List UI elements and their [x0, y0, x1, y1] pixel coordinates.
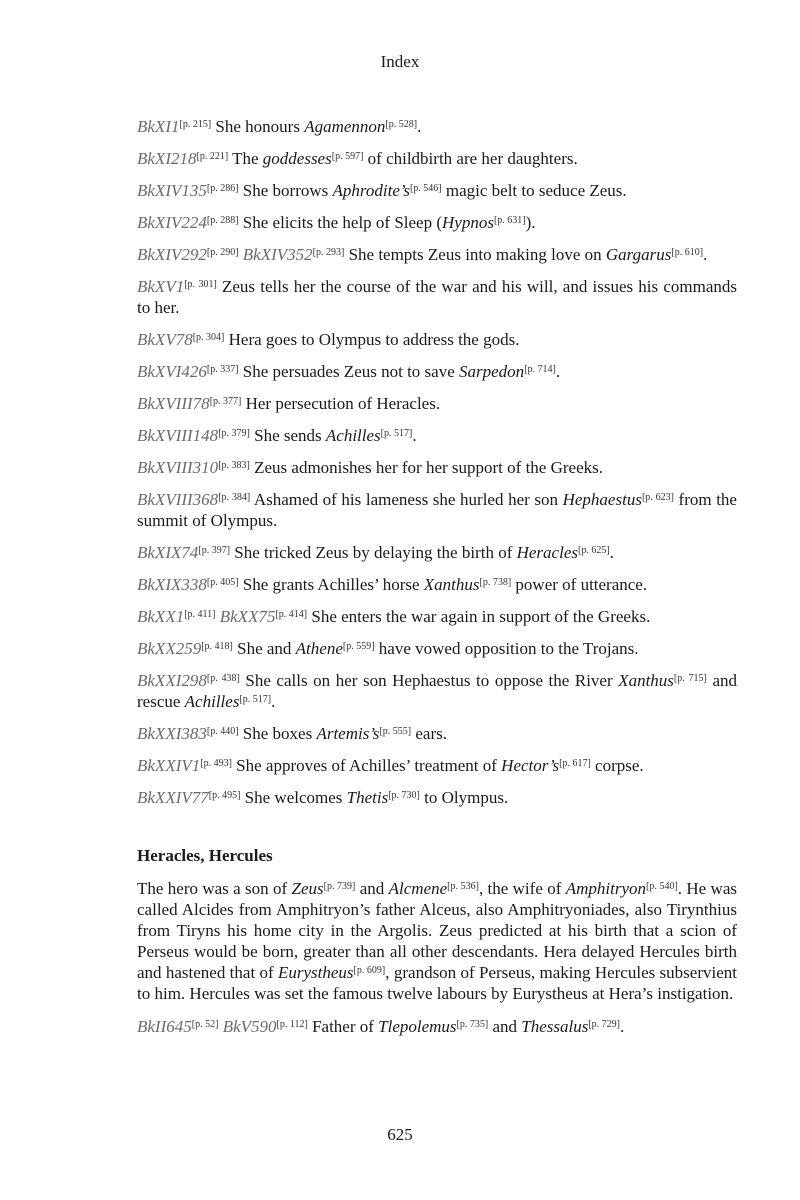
page-reference-link[interactable]: [p. 293] [312, 247, 345, 258]
book-reference-link[interactable]: BkXX1 [137, 607, 185, 626]
book-reference-link[interactable]: BkXIX338 [137, 575, 207, 594]
page-reference-link[interactable]: [p. 610] [671, 247, 704, 258]
heracles-entries-list [137, 1016, 737, 1037]
page-reference-link[interactable]: [p. 215] [179, 119, 212, 130]
page-reference-link[interactable]: [p. 555] [379, 726, 412, 737]
entry-text: and [488, 1017, 522, 1036]
book-reference-link[interactable]: BkXI218 [137, 149, 197, 168]
page-reference-link[interactable]: [p. 288] [206, 215, 239, 226]
index-entry [137, 638, 737, 659]
book-reference-link[interactable]: BkXX259 [137, 639, 202, 658]
entry-text: . [417, 117, 422, 136]
index-entry [137, 606, 737, 627]
entry-text: have vowed opposition to the Trojans. [374, 639, 639, 658]
index-entry [137, 723, 737, 744]
book-reference-link[interactable]: BkXIV135 [137, 181, 207, 200]
entry-text: The [228, 149, 263, 168]
index-entry [137, 116, 737, 137]
page-reference-link[interactable]: [p. 729] [588, 1019, 621, 1030]
book-reference-link[interactable]: BkII645 [137, 1017, 192, 1036]
book-reference-link[interactable]: BkXIV224 [137, 213, 207, 232]
index-content [137, 116, 737, 1048]
page-reference-link[interactable]: [p. 384] [218, 492, 251, 503]
index-entry [137, 542, 737, 563]
page-reference-link[interactable]: [p. 735] [456, 1019, 489, 1030]
page-reference-link[interactable]: [p. 738] [479, 577, 512, 588]
entry-text: She elicits the help of Sleep ( [238, 213, 443, 232]
index-entry [137, 457, 737, 478]
cross-reference-link[interactable]: Artemis’s [316, 724, 380, 743]
cross-reference-link[interactable]: Xanthus [423, 575, 480, 594]
book-reference-link[interactable]: BkXXIV77 [137, 788, 209, 807]
page-reference-link[interactable]: [p. 405] [206, 577, 239, 588]
page-reference-link[interactable]: [p. 559] [342, 641, 375, 652]
page-reference-link[interactable]: [p. 714] [524, 364, 556, 375]
page-reference-link[interactable]: [p. 377] [209, 396, 242, 407]
index-entry [137, 787, 737, 808]
book-reference-link[interactable]: BkXVIII78 [137, 394, 210, 413]
page-reference-link[interactable]: [p. 517] [380, 428, 413, 439]
entry-text: She honours [211, 117, 305, 136]
cross-reference-link[interactable]: Athene [295, 639, 343, 658]
entry-text: She sends [249, 426, 326, 445]
page-reference-link[interactable]: [p. 625] [577, 545, 610, 556]
entry-text: She borrows [238, 181, 333, 200]
book-reference-link[interactable]: BkXXIV1 [137, 756, 201, 775]
entry-text: Zeus admonishes her for her support of the Greeks. [249, 458, 603, 477]
cross-reference-link[interactable]: Xanthus [618, 671, 674, 690]
index-entry [137, 574, 737, 595]
entry-text: She tempts Zeus into making love on [344, 245, 606, 264]
book-reference-link[interactable]: BkXI1 [137, 117, 180, 136]
index-entry [137, 755, 737, 776]
cross-reference-link[interactable]: Agamennon [304, 117, 386, 136]
page-reference-link[interactable]: [p. 286] [206, 183, 239, 194]
page-reference-link[interactable]: [p. 493] [200, 758, 232, 769]
entry-text: power of utterance. [511, 575, 648, 594]
page-reference-link[interactable]: [p. 631] [493, 215, 526, 226]
section-title: Heracles, Hercules [137, 846, 273, 865]
cross-reference-link[interactable]: Zeus [291, 879, 324, 898]
cross-reference-link[interactable]: Hector’s [501, 756, 560, 775]
cross-reference-link[interactable]: Heracles [516, 543, 578, 562]
index-entry [137, 361, 737, 382]
entry-text: She boxes [238, 724, 317, 743]
entry-text: , the wife of [478, 879, 566, 898]
page-reference-link[interactable]: [p. 418] [201, 641, 233, 652]
page-reference-link[interactable]: [p. 540] [646, 881, 678, 892]
entry-text: of childbirth are her daughters. [363, 149, 578, 168]
entry-text: She and [232, 639, 296, 658]
book-reference-link[interactable]: BkXX75 [219, 607, 276, 626]
entry-text: corpse. [590, 756, 644, 775]
page-reference-link[interactable]: [p. 730] [388, 790, 420, 801]
cross-reference-link[interactable]: Thetis [346, 788, 389, 807]
entry-text: She welcomes [240, 788, 347, 807]
page-reference-link[interactable]: [p. 528] [385, 119, 418, 130]
book-reference-link[interactable]: BkXVIII368 [137, 490, 219, 509]
entry-text: and rescue [137, 671, 737, 711]
cross-reference-link[interactable]: Gargarus [605, 245, 672, 264]
entry-text: . [412, 426, 417, 445]
entry-text: She persuades Zeus not to save [238, 362, 460, 381]
page-reference-link[interactable]: [p. 597] [331, 151, 364, 162]
entry-text: and [355, 879, 389, 898]
entry-text: Her persecution of Heracles. [241, 394, 441, 413]
page-reference-link[interactable]: [p. 438] [206, 673, 240, 684]
index-entry [137, 212, 737, 233]
entry-text: ). [525, 213, 536, 232]
page-reference-link[interactable]: [p. 739] [323, 881, 356, 892]
entry-text: Hera goes to Olympus to address the gods. [224, 330, 520, 349]
index-entry [137, 244, 737, 265]
entry-text: magic belt to seduce Zeus. [441, 181, 627, 200]
entry-text: ears. [411, 724, 447, 743]
cross-reference-link[interactable]: Alcmene [388, 879, 448, 898]
page-reference-link[interactable]: [p. 383] [218, 460, 250, 471]
book-reference-link[interactable]: BkXV1 [137, 277, 185, 296]
cross-reference-link[interactable]: Achilles [325, 426, 381, 445]
page-number: 625 [387, 1125, 413, 1144]
book-reference-link[interactable]: BkXVIII310 [137, 458, 219, 477]
book-reference-link[interactable]: BkXVI426 [137, 362, 207, 381]
page-header: Index [380, 52, 420, 71]
index-entry [137, 393, 737, 414]
page-reference-link[interactable]: [p. 609] [353, 965, 386, 976]
entry-text: She approves of Achilles’ treatment of [231, 756, 502, 775]
page-reference-link[interactable]: [p. 221] [196, 151, 229, 162]
index-entry [137, 1016, 737, 1037]
page-reference-link[interactable]: [p. 290] [206, 247, 239, 258]
book-reference-link[interactable]: BkXVIII148 [137, 426, 219, 445]
page-reference-link[interactable]: [p. 379] [218, 428, 250, 439]
section-description [137, 878, 737, 1004]
cross-reference-link[interactable]: Hephaestus [562, 490, 642, 509]
entry-text: Ashamed of his lameness she hurled her son [250, 490, 563, 509]
hera-entries-list [137, 116, 737, 808]
page-reference-link[interactable]: [p. 304] [192, 332, 225, 343]
index-entry [137, 180, 737, 201]
book-reference-link[interactable]: BkXIV352 [242, 245, 313, 264]
entry-text: to Olympus. [419, 788, 509, 807]
entry-text: from the summit of Olympus. [137, 490, 737, 530]
page-reference-link[interactable]: [p. 715] [673, 673, 707, 684]
page-reference-link[interactable]: [p. 414] [275, 609, 308, 620]
entry-text: . [703, 245, 708, 264]
page-reference-link[interactable]: [p. 536] [447, 881, 479, 892]
entry-text: She grants Achilles’ horse [238, 575, 424, 594]
entry-text: . He was called Alcides from Amphitryon’s father Alceus, also Amphitryoniades, also Tirynthius from Tiryns his home city in the Argolis. Zeus predicted at his birth that a scion of Perseus would be born, greater than all other descendants. Hera delayed Hercules birth and hastened that of [137, 879, 737, 982]
page-reference-link[interactable]: [p. 52] [191, 1019, 219, 1030]
page-reference-link[interactable]: [p. 617] [559, 758, 591, 769]
page-reference-link[interactable]: [p. 411] [184, 609, 216, 620]
entry-text: The hero was a son of [137, 879, 292, 898]
cross-reference-link[interactable]: Achilles [184, 692, 240, 711]
page-reference-link[interactable]: [p. 301] [184, 279, 217, 290]
entry-text: , grandson of Perseus, making Hercules subservient to him. Hercules was set the famous twelve labours by Eurystheus at Hera’s instigation. [137, 963, 737, 1003]
entry-text: . [620, 1017, 625, 1036]
entry-text: Zeus tells her the course of the war and his will, and issues his commands to her. [137, 277, 737, 317]
book-reference-link[interactable]: BkXIX74 [137, 543, 199, 562]
entry-text: . [609, 543, 614, 562]
book-reference-link[interactable]: BkXXI298 [137, 671, 207, 690]
book-reference-link[interactable]: BkXIV292 [137, 245, 207, 264]
entry-text: She tricked Zeus by delaying the birth of [230, 543, 517, 562]
cross-reference-link[interactable]: Sarpedon [459, 362, 525, 381]
page-reference-link[interactable]: [p. 495] [208, 790, 241, 801]
page-reference-link[interactable]: [p. 397] [198, 545, 231, 556]
entry-text: She enters the war again in support of the Greeks. [307, 607, 651, 626]
index-entry [137, 489, 737, 531]
page-reference-link[interactable]: [p. 517] [239, 694, 272, 705]
cross-reference-link[interactable]: Thessalus [521, 1017, 589, 1036]
page-reference-link[interactable]: [p. 112] [276, 1019, 308, 1030]
page-reference-link[interactable]: [p. 546] [409, 183, 442, 194]
entry-text: . [555, 362, 561, 381]
page-reference-link[interactable]: [p. 440] [206, 726, 239, 737]
cross-reference-link[interactable]: Tlepolemus [378, 1017, 457, 1036]
book-reference-link[interactable]: BkV590 [222, 1017, 277, 1036]
page-reference-link[interactable]: [p. 623] [641, 492, 674, 503]
entry-text: Father of [307, 1017, 379, 1036]
index-entry [137, 425, 737, 446]
cross-reference-link[interactable]: Eurystheus [277, 963, 354, 982]
index-entry [137, 670, 737, 712]
index-entry [137, 148, 737, 169]
entry-text: . [271, 692, 276, 711]
cross-reference-link[interactable]: Amphitryon [565, 879, 647, 898]
cross-reference-link[interactable]: Hypnos [442, 213, 494, 232]
index-entry [137, 329, 737, 350]
cross-reference-link[interactable]: Aphrodite’s [332, 181, 410, 200]
book-reference-link[interactable]: BkXV78 [137, 330, 193, 349]
page-reference-link[interactable]: [p. 337] [206, 364, 239, 375]
index-entry [137, 276, 737, 318]
book-reference-link[interactable]: BkXXI383 [137, 724, 207, 743]
entry-text: She calls on her son Hephaestus to oppose the River [239, 671, 619, 690]
cross-reference-link[interactable]: goddesses [262, 149, 332, 168]
